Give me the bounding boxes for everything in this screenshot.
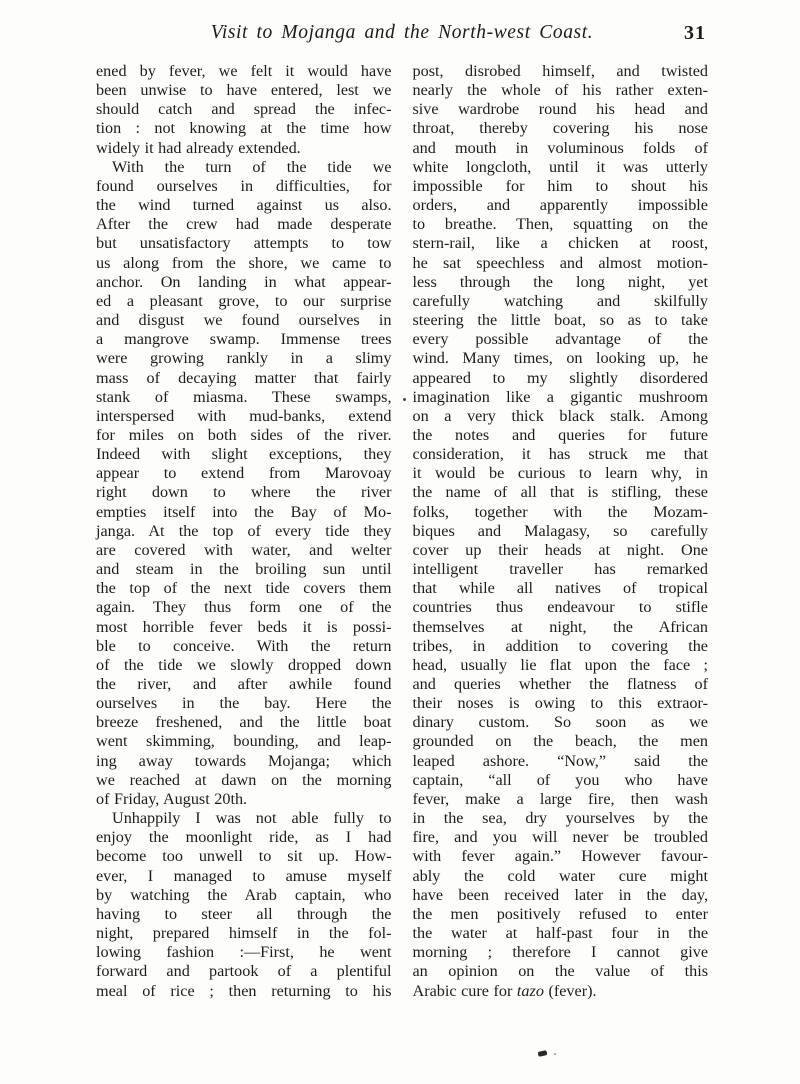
text-line: After the crew had made desperate [96, 215, 392, 234]
text-line: impossible for him to shout his [412, 176, 708, 195]
text-line: an opinion on the value of this [412, 962, 708, 981]
text-line: consideration, it has struck me that [412, 445, 708, 464]
text-line: imagination like a gigantic mushroom [412, 387, 708, 406]
text-line: empties itself into the Bay of Mo- [96, 502, 392, 521]
text-line: the notes and queries for future [412, 425, 708, 444]
text-line: he sat speechless and almost motion- [412, 253, 708, 272]
text-line: and steam in the broiling sun until [96, 560, 392, 579]
text-line: were growing rankly in a slimy [96, 349, 392, 368]
text-line: are covered with water, and welter [96, 540, 392, 559]
text-line: went skimming, bounding, and leap- [96, 732, 392, 751]
text-line: meal of rice ; then returning to his [96, 981, 392, 1000]
text-line: themselves at night, the African [412, 617, 708, 636]
text-line: the top of the next tide covers them [96, 579, 392, 598]
text-line: should catch and spread the infec- [96, 100, 392, 119]
text-line: head, usually lie flat upon the face ; [412, 655, 708, 674]
text-line: anchor. On landing in what appear- [96, 272, 392, 291]
text-line: ing away towards Mojanga; which [96, 751, 392, 770]
text-line: right down to where the river [96, 483, 392, 502]
text-columns [96, 62, 708, 1001]
text-line: and mouth in voluminous folds of [412, 138, 708, 157]
text-line: captain, “all of you who have [412, 770, 708, 789]
text-line: again. They thus form one of the [96, 598, 392, 617]
text-line: steering the little boat, so as to take [412, 311, 708, 330]
text-line: orders, and apparently impossible [412, 196, 708, 215]
text-line: their noses is owing to this extraor- [412, 694, 708, 713]
text-line: grounded on the beach, the men [412, 732, 708, 751]
text-line: of Friday, August 20th. [96, 789, 248, 808]
text-line: tribes, in addition to covering the [412, 636, 708, 655]
page-number: 31 [684, 22, 706, 44]
text-line: white longcloth, until it was utterly [412, 157, 708, 176]
text-line: most horrible fever beds it is possi- [96, 617, 392, 636]
text-line: but unsatisfactory attempts to tow [96, 234, 392, 253]
text-line: Unhappily I was not able fully to [112, 809, 392, 828]
text-line: widely it had already extended. [96, 138, 301, 157]
right-column [413, 62, 709, 1001]
text-line: every possible advantage of the [412, 330, 708, 349]
text-line: appear to extend from Marovoay [96, 464, 392, 483]
text-line: fire, and you will never be troubled [412, 828, 708, 847]
text-line: the water at half-past four in the [412, 924, 708, 943]
text-line: cover up their heads at night. One [412, 540, 708, 559]
text-line: wind. Many times, on looking up, he [412, 349, 708, 368]
running-title: Visit to Mojanga and the North-west Coast. [210, 22, 594, 43]
text-line: we reached at dawn on the morning [96, 770, 392, 789]
text-line: janga. At the top of every tide they [96, 521, 392, 540]
ink-smudge-artifact [538, 1050, 548, 1057]
text-line: the river, and after awhile found [96, 675, 392, 693]
text-line: the name of all that is stifling, these [412, 483, 708, 502]
text-line: on a very thick black stalk. Among [412, 406, 708, 425]
text-line: and disgust we found ourselves in [96, 311, 392, 330]
text-line: dinary custom. So soon as we [412, 713, 708, 732]
text-line: carefully watching and skilfully [412, 291, 708, 310]
text-line: leaped ashore. “Now,” said the [412, 751, 708, 770]
text-line: ened by fever, we felt it would have [96, 62, 392, 80]
text-line: folks, together with the Mozam- [412, 502, 708, 521]
text-line: ourselves in the bay. Here the [96, 694, 392, 713]
text-line: breeze freshened, and the little boat [96, 713, 392, 732]
text-line: have been received later in the day, [412, 885, 708, 904]
text-line: it would be curious to learn why, in [412, 464, 708, 483]
ink-dot-artifact [403, 398, 406, 401]
text-line: ble to conceive. With the return [96, 636, 392, 655]
text-line: the wind turned against us also. [96, 196, 392, 215]
page-header [96, 22, 708, 52]
text-line: ably the cold water cure might [412, 866, 708, 885]
text-line: With the turn of the tide we [112, 157, 392, 176]
text-line: of the tide we slowly dropped down [96, 655, 392, 674]
text-line: found ourselves in difficulties, for [96, 176, 392, 195]
text-line: a mangrove swamp. Immense trees [96, 330, 392, 349]
text-line: to breathe. Then, squatting on the [412, 215, 708, 234]
text-line: tion : not knowing at the time how [96, 119, 392, 138]
text-line: that while all natives of tropical [412, 579, 708, 598]
text-line: enjoy the moonlight ride, as I had [96, 828, 392, 847]
text-line: post, disrobed himself, and twisted [412, 62, 708, 80]
text-line: with fever again.” However favour- [412, 847, 708, 866]
text-line: for miles on both sides of the river. [96, 425, 392, 444]
text-line: appeared to my slightly disordered [412, 368, 708, 387]
left-column [96, 62, 392, 1001]
text-line: fever, make a large fire, then wash [412, 789, 708, 808]
text-line: and queries whether the flatness of [412, 675, 708, 693]
text-line: nearly the whole of his rather exten- [412, 81, 708, 100]
text-line: by watching the Arab captain, who [96, 885, 392, 904]
text-line: having to steer all through the [96, 904, 392, 923]
text-line: less through the long night, yet [412, 272, 708, 291]
text-line: the men positively refused to enter [412, 904, 708, 923]
text-line: Arabic cure for tazo (fever). [412, 981, 597, 1000]
text-line: intelligent traveller has remarked [412, 560, 708, 579]
text-line: ed a pleasant grove, to our surprise [96, 291, 392, 310]
text-line: throat, thereby covering his nose [412, 119, 708, 138]
text-line: been unwise to have entered, lest we [96, 81, 392, 100]
text-line: in the sea, dry yourselves by the [412, 809, 708, 828]
text-line: lowing fashion :—First, he went [96, 943, 392, 962]
text-line: countries thus endeavour to stifle [412, 598, 708, 617]
ink-speck-artifact [554, 1053, 556, 1055]
text-line: sive wardrobe round his head and [412, 100, 708, 119]
text-line: Indeed with slight exceptions, they [96, 445, 392, 464]
text-line: biques and Malagasy, so carefully [412, 521, 708, 540]
text-line: night, prepared himself in the fol- [96, 924, 392, 943]
text-line: forward and partook of a plentiful [96, 962, 392, 981]
text-line: us along from the shore, we came to [96, 253, 392, 272]
text-line: morning ; therefore I cannot give [412, 943, 708, 962]
text-line: stank of miasma. These swamps, [96, 387, 392, 406]
text-line: become too unwell to sit up. How- [96, 847, 392, 866]
text-line: mass of decaying matter that fairly [96, 368, 392, 387]
text-line: ever, I managed to amuse myself [96, 866, 392, 885]
text-line: interspersed with mud-banks, extend [96, 406, 392, 425]
text-line: stern-rail, like a chicken at roost, [412, 234, 708, 253]
